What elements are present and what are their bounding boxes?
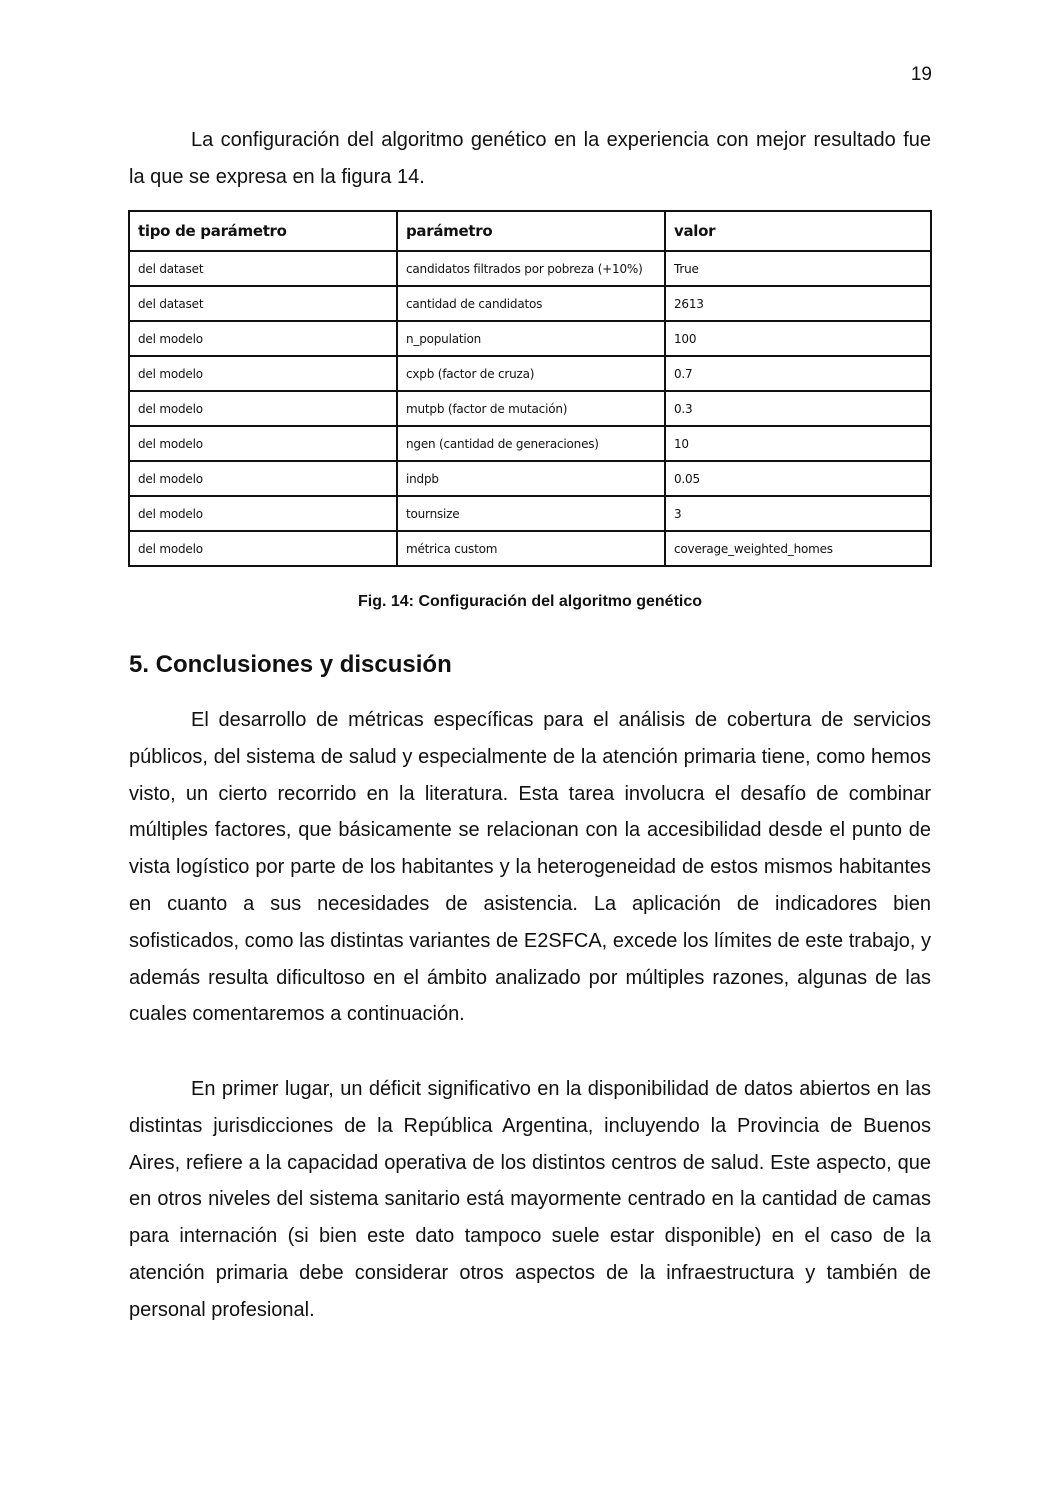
body-paragraph: El desarrollo de métricas específicas para el análisis de cobertura de servicios públicos, del sistema de salud y especialmente de la atención primaria tiene, como hemos visto, un cierto recorrido en la literatura. Esta tarea involucra el desafío de combinar múltiples factores, que básicamente se relacionan con la accesibilidad desde el punto de vista logístico por parte de los habitantes y la heterogeneidad de estos mismos habitantes en cuanto a sus necesidades de asistencia. La aplicación de indicadores bien sofisticados, como las distintas variantes de E2SFCA, excede los límites de este trabajo, y además resulta dificultoso en el ámbito analizado por múltiples razones, algunas de las cuales comentaremos a continuación. xyxy=(129,709,931,1026)
cell-value: 3 xyxy=(665,496,931,531)
cell-parameter: candidatos filtrados por pobreza (+10%) xyxy=(397,251,665,286)
table-row xyxy=(129,251,931,286)
cell-value: 100 xyxy=(665,321,931,356)
cell-parameter-type: del modelo xyxy=(129,426,397,461)
cell-parameter: tournsize xyxy=(397,496,665,531)
cell-parameter-type: del modelo xyxy=(129,496,397,531)
cell-parameter-type: del modelo xyxy=(129,391,397,426)
cell-parameter-type: del dataset xyxy=(129,286,397,321)
table-row xyxy=(129,531,931,566)
cell-parameter-type: del modelo xyxy=(129,461,397,496)
cell-parameter: mutpb (factor de mutación) xyxy=(397,391,665,426)
cell-value: 0.7 xyxy=(665,356,931,391)
page-number: 19 xyxy=(910,64,932,85)
figure-caption: Fig. 14: Configuración del algoritmo genético xyxy=(357,593,703,610)
cell-value: coverage_weighted_homes xyxy=(665,531,931,566)
cell-parameter-type: del dataset xyxy=(129,251,397,286)
table-row xyxy=(129,286,931,321)
cell-parameter: métrica custom xyxy=(397,531,665,566)
cell-parameter: ngen (cantidad de generaciones) xyxy=(397,426,665,461)
table-row xyxy=(129,426,931,461)
header-value: valor xyxy=(665,211,931,251)
section-title: 5. Conclusiones y discusión xyxy=(129,651,452,678)
table-row xyxy=(129,461,931,496)
header-parameter-type: tipo de parámetro xyxy=(129,211,397,251)
intro-paragraph: La configuración del algoritmo genético en la experiencia con mejor resultado fue la que se expresa en la figura 14. xyxy=(129,129,931,188)
cell-value: 0.05 xyxy=(665,461,931,496)
cell-parameter-type: del modelo xyxy=(129,531,397,566)
table-header-row xyxy=(129,211,931,251)
body-paragraph: En primer lugar, un déficit significativo en la disponibilidad de datos abiertos en las distintas jurisdicciones de la República Argentina, incluyendo la Provincia de Buenos Aires, refiere a la capacidad operativa de los distintos centros de salud. Este aspecto, que en otros niveles del sistema sanitario está mayormente centrado en la cantidad de camas para internación (si bien este dato tampoco suele estar disponible) en el caso de la atención primaria debe considerar otros aspectos de la infraestructura y también de personal profesional. xyxy=(129,1078,931,1321)
table-row xyxy=(129,321,931,356)
cell-parameter: cxpb (factor de cruza) xyxy=(397,356,665,391)
cell-parameter: cantidad de candidatos xyxy=(397,286,665,321)
cell-parameter: indpb xyxy=(397,461,665,496)
cell-parameter: n_population xyxy=(397,321,665,356)
header-parameter: parámetro xyxy=(397,211,665,251)
cell-parameter-type: del modelo xyxy=(129,321,397,356)
table-row xyxy=(129,391,931,426)
cell-value: 0.3 xyxy=(665,391,931,426)
table-row xyxy=(129,496,931,531)
table-row xyxy=(129,356,931,391)
cell-value: 2613 xyxy=(665,286,931,321)
cell-parameter-type: del modelo xyxy=(129,356,397,391)
cell-value: True xyxy=(665,251,931,286)
cell-value: 10 xyxy=(665,426,931,461)
parameters-table xyxy=(128,210,932,567)
